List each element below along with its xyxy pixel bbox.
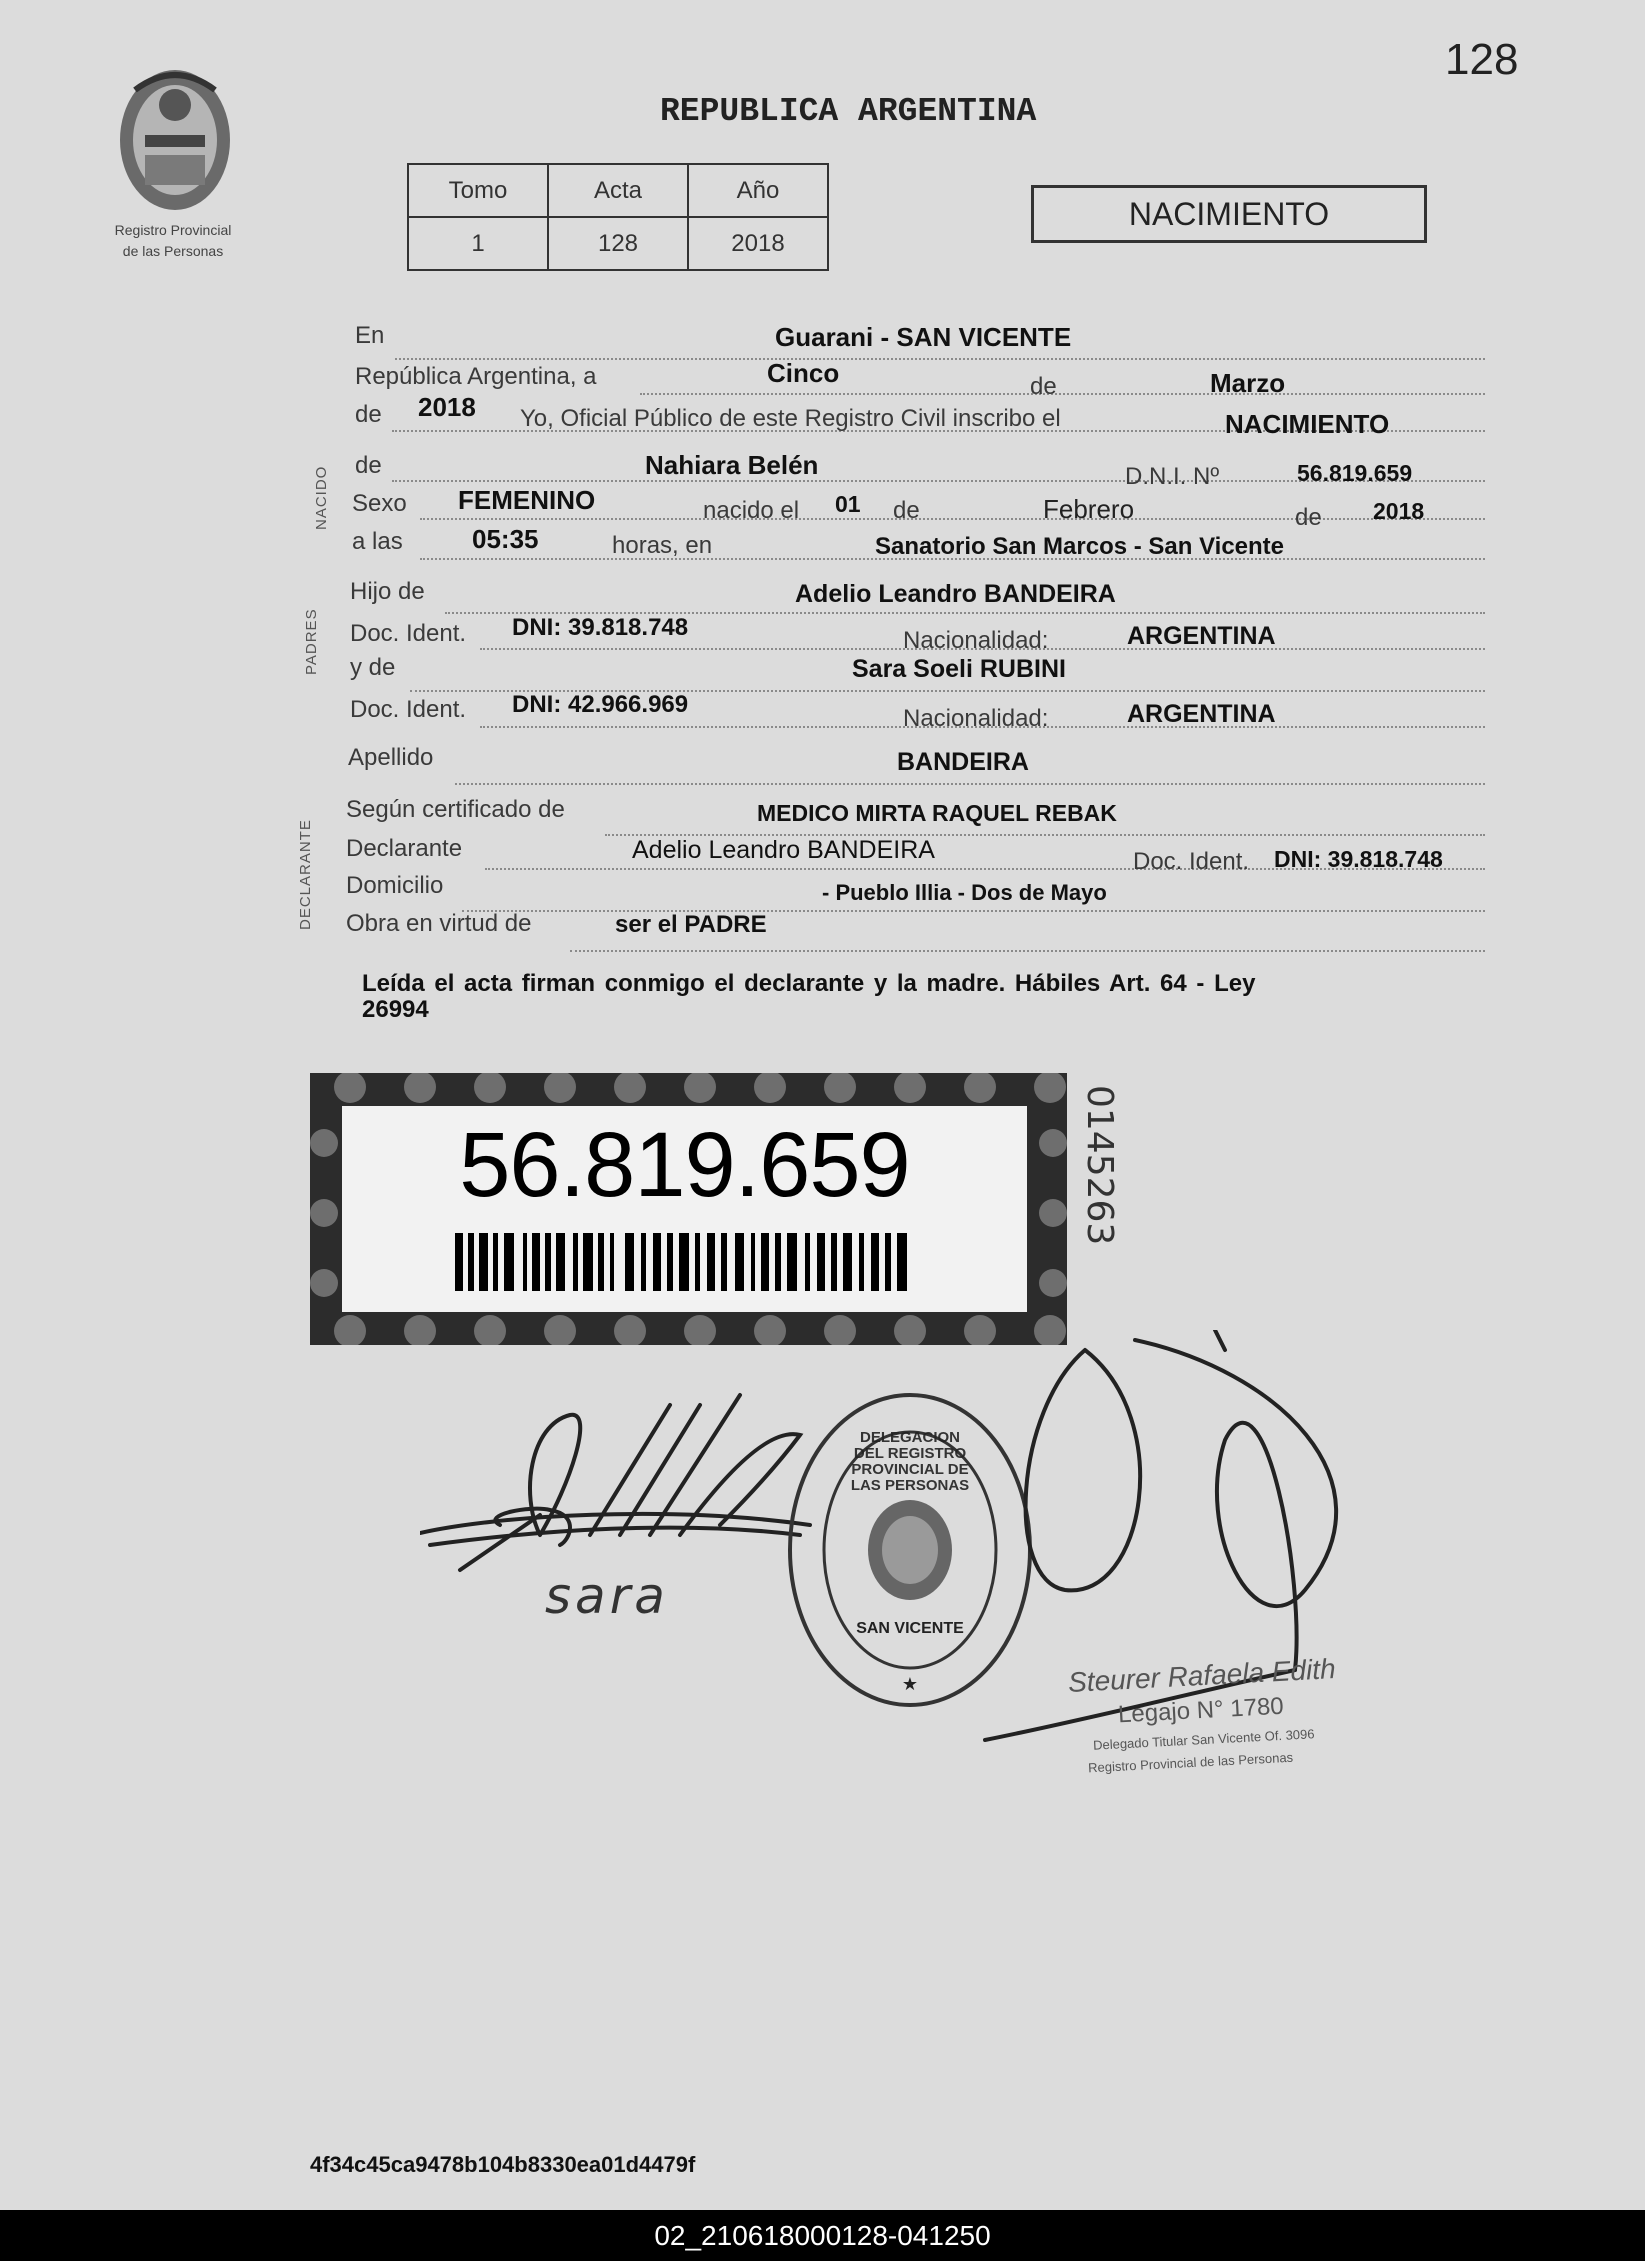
closing-line-1: Leída el acta firman conmigo el declarante y la madre. Hábiles Art. 64 - Ley: [362, 970, 1256, 997]
value-year: 2018: [418, 392, 476, 422]
value-certifier: MEDICO MIRTA RAQUEL REBAK: [757, 800, 1117, 826]
page-number: 128: [1445, 35, 1519, 84]
registry-table: [407, 163, 829, 271]
table-header: Acta: [548, 164, 688, 217]
value-surname: BANDEIRA: [897, 748, 1029, 776]
value-father-name: Adelio Leandro BANDEIRA: [795, 580, 1116, 608]
label-address: Domicilio: [346, 872, 444, 899]
label-father-doc: Doc. Ident.: [350, 620, 467, 647]
coat-of-arms-logo: [100, 60, 250, 220]
label-father-nationality: Nacionalidad:: [903, 627, 1049, 654]
label-hours: horas, en: [612, 532, 713, 559]
table-cell: 128: [548, 217, 688, 270]
value-place: Guarani - SAN VICENTE: [775, 322, 1072, 352]
dotted-line: [455, 783, 1485, 785]
table-cell: 1: [408, 217, 548, 270]
side-label-nacido: NACIDO: [313, 465, 330, 530]
label-acts: Obra en virtud de: [346, 910, 532, 937]
seal-center-text: SAN VICENTE: [856, 1620, 964, 1637]
official-registry-line: Registro Provincial de las Personas: [1087, 1749, 1294, 1776]
value-child-name: Nahiara Belén: [645, 450, 819, 480]
footer-id: 02_210618000128-041250: [654, 2220, 991, 2251]
dotted-line: [420, 518, 1485, 520]
value-month: Marzo: [1210, 368, 1286, 398]
dni-sticker: [310, 1073, 1067, 1345]
value-day: Cinco: [767, 358, 840, 388]
label-en: En: [355, 322, 385, 349]
official-legajo: Legajo N° 1780: [1117, 1692, 1285, 1729]
svg-text:★: ★: [901, 1674, 919, 1694]
table-header: Año: [688, 164, 828, 217]
declarant-signature: [420, 1385, 830, 1585]
mother-signature: sara: [545, 1567, 669, 1625]
value-address: - Pueblo Illia - Dos de Mayo: [822, 880, 1107, 905]
dotted-line: [570, 950, 1485, 952]
label-sex: Sexo: [352, 490, 407, 517]
value-act-type: NACIMIENTO: [1225, 409, 1390, 439]
label-birth-de2: de: [1295, 504, 1322, 531]
closing-line-2: 26994: [362, 996, 429, 1023]
value-declarant-name: Adelio Leandro BANDEIRA: [632, 836, 935, 864]
label-official: Yo, Oficial Público de este Registro Civil inscribo el: [520, 405, 1061, 432]
value-mother-name: Sara Soeli RUBINI: [852, 655, 1066, 683]
value-birth-month: Febrero: [1043, 494, 1135, 524]
dotted-line: [640, 393, 1485, 395]
official-title-line: Delegado Titular San Vicente Of. 3096: [1092, 1726, 1315, 1753]
document-title: REPUBLICA ARGENTINA: [660, 93, 1037, 130]
value-birth-place: Sanatorio San Marcos - San Vicente: [875, 533, 1285, 560]
label-dni: D.N.I. Nº: [1125, 463, 1220, 490]
value-child-dni: 56.819.659: [1297, 460, 1413, 486]
label-birth-de1: de: [893, 497, 920, 524]
seal-ring-text: DELEGACION DEL REGISTRO PROVINCIAL DE LAS PERSONAS: [850, 1429, 970, 1494]
side-label-padres: PADRES: [303, 608, 320, 675]
label-certificate: Según certificado de: [346, 796, 565, 823]
table-header: Tomo: [408, 164, 548, 217]
label-and-of: y de: [350, 654, 396, 681]
logo-caption-line2: de las Personas: [122, 243, 224, 259]
label-mother-nationality: Nacionalidad:: [903, 705, 1049, 732]
value-mother-doc: DNI: 42.966.969: [512, 691, 689, 718]
certificate-type-box: [1031, 185, 1427, 243]
certificate-type: NACIMIENTO: [1128, 196, 1330, 232]
logo-caption-line1: Registro Provincial: [114, 222, 232, 238]
dni-sticker-number: 56.819.659: [459, 1114, 910, 1216]
value-mother-nationality: ARGENTINA: [1127, 700, 1276, 728]
label-surname: Apellido: [348, 744, 434, 771]
side-label-declarante: DECLARANTE: [297, 819, 314, 930]
value-declarant-doc: DNI: 39.818.748: [1274, 846, 1443, 872]
label-mother-doc: Doc. Ident.: [350, 696, 467, 723]
value-acts-reason: ser el PADRE: [615, 911, 767, 938]
value-birth-day: 01: [835, 491, 861, 517]
label-year-prefix: de: [355, 401, 382, 428]
label-declarant: Declarante: [346, 835, 463, 862]
handwritten-code: 0145263: [1079, 1085, 1120, 1246]
table-cell: 2018: [688, 217, 828, 270]
label-born: nacido el: [703, 497, 800, 524]
label-declarant-doc: Doc. Ident.: [1133, 848, 1250, 875]
label-de: de: [1030, 373, 1057, 400]
document-hash: 4f34c45ca9478b104b8330ea01d4479f: [310, 2152, 696, 2177]
label-name-prefix: de: [355, 452, 382, 479]
value-birth-year: 2018: [1373, 498, 1425, 524]
value-sex: FEMENINO: [458, 485, 596, 515]
value-father-nationality: ARGENTINA: [1127, 622, 1276, 650]
label-republic: República Argentina, a: [355, 363, 597, 390]
barcode: [455, 1233, 915, 1291]
label-son-of: Hijo de: [350, 578, 425, 605]
value-father-doc: DNI: 39.818.748: [512, 614, 689, 641]
dotted-line: [395, 358, 1485, 360]
footer-bar: [0, 2210, 1645, 2261]
value-birth-time: 05:35: [472, 524, 539, 554]
official-name: Steurer Rafaela Edith: [1067, 1653, 1337, 1698]
label-time: a las: [352, 528, 403, 555]
